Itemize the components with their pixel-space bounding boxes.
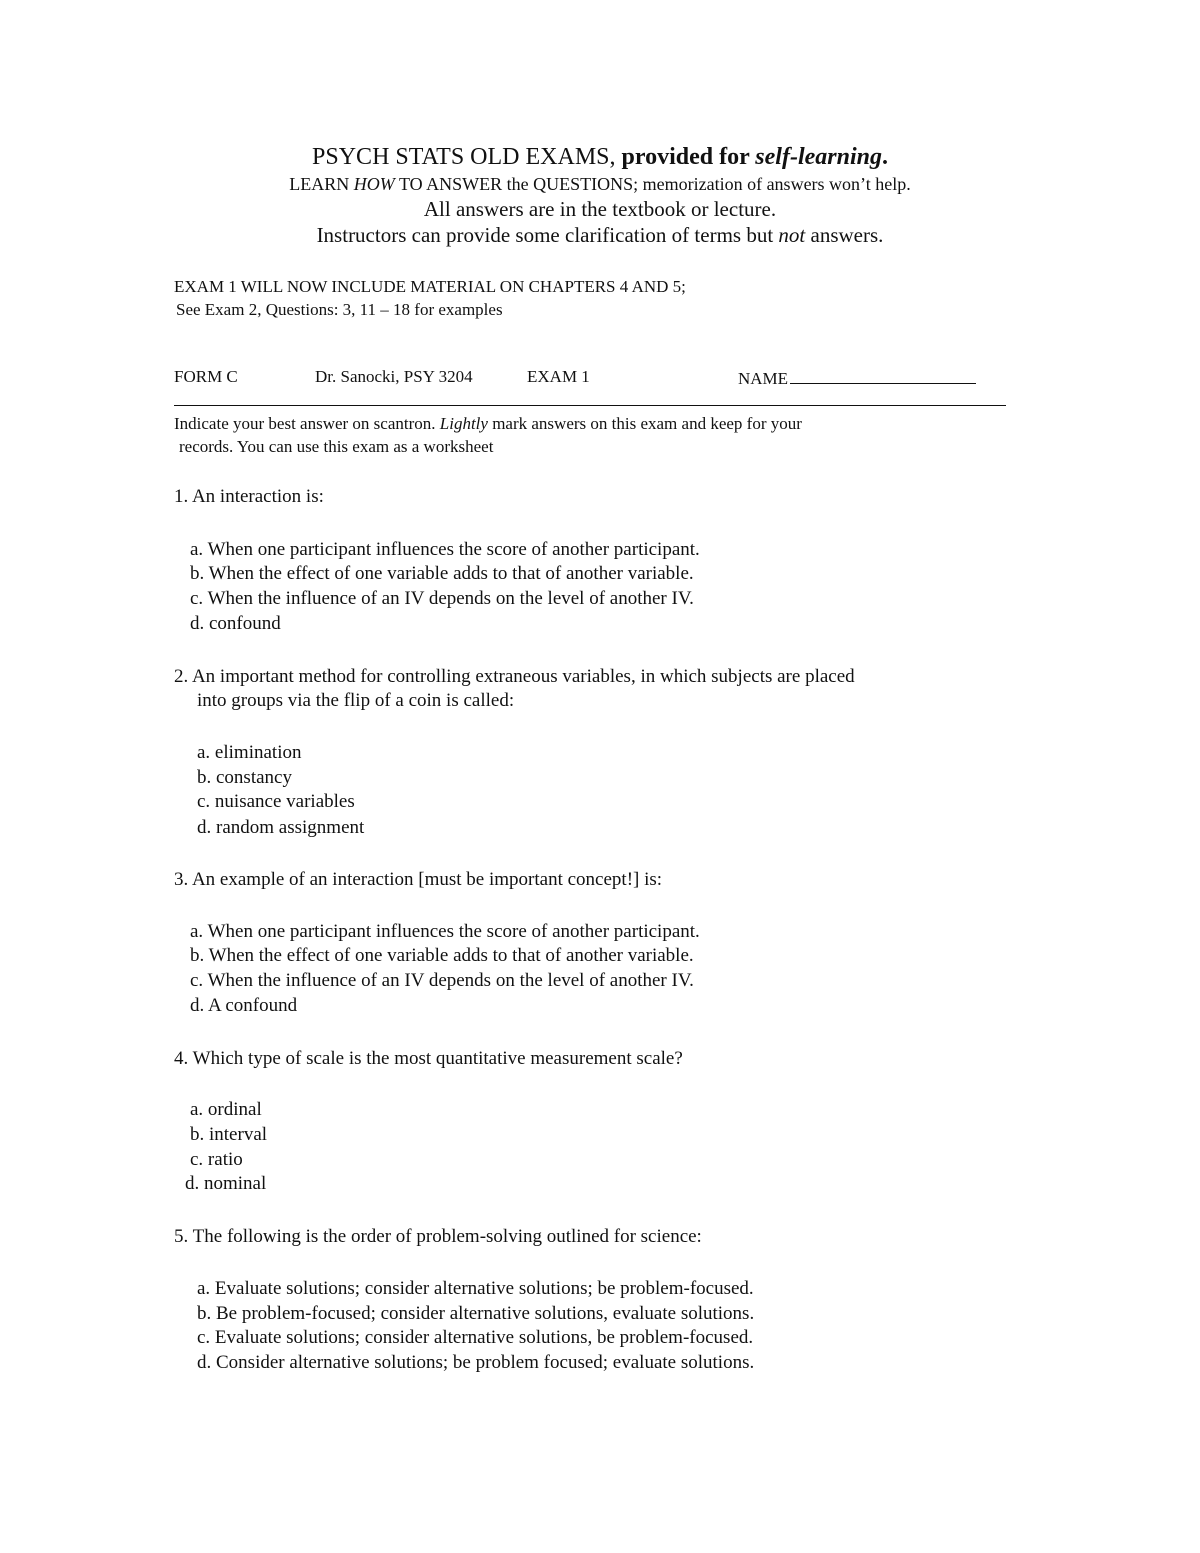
question-3-option-b: b. When the effect of one variable adds to that of another variable. [190,945,694,966]
question-1-stem: 1. An interaction is: [174,486,324,507]
question-1-option-b: b. When the effect of one variable adds to that of another variable. [190,563,694,584]
question-2-option-c: c. nuisance variables [197,791,355,812]
question-1-option-c: c. When the influence of an IV depends on the level of another IV. [190,588,694,609]
instructions-lightly: Lightly [439,414,488,433]
title-bold: provided for [621,144,756,170]
question-5-option-d: d. Consider alternative solutions; be problem focused; evaluate solutions. [197,1352,755,1373]
instructors-prefix: Instructors can provide some clarification of terms but [316,223,779,247]
learn-line [0,172,1200,196]
question-3-option-a: a. When one participant influences the score of another participant. [190,921,700,942]
instructions-line-1 [174,412,802,436]
question-2-stem: 2. An important method for controlling extraneous variables, in which subjects are placed [174,666,855,687]
instructions-prefix: Indicate your best answer on scantron. [174,414,440,433]
question-5-stem: 5. The following is the order of problem-solving outlined for science: [174,1226,702,1247]
name-blank[interactable] [790,365,976,384]
question-2-option-a: a. elimination [197,742,302,763]
instructors-suffix: answers. [805,223,884,247]
question-3-option-d: d. A confound [190,995,298,1016]
instructions-line-2: records. You can use this exam as a worksheet [179,437,494,456]
question-5-option-c: c. Evaluate solutions; consider alternative solutions, be problem-focused. [197,1327,754,1348]
title-end: . [881,144,888,170]
exam-label: EXAM 1 [527,367,590,386]
learn-how: HOW [353,174,395,194]
question-2-option-b: b. constancy [197,767,292,788]
question-3-stem: 3. An example of an interaction [must be important concept!] is: [174,869,663,890]
question-1-option-d: d. confound [190,613,281,634]
document-title [0,142,1200,172]
notice-line-1: EXAM 1 WILL NOW INCLUDE MATERIAL ON CHAPTERS 4 AND 5; [174,277,686,296]
learn-prefix: LEARN [289,174,354,194]
question-3-option-c: c. When the influence of an IV depends on the level of another IV. [190,970,694,991]
title-bold-italic: self-learning [755,144,882,170]
question-5-option-b: b. Be problem-focused; consider alternative solutions, evaluate solutions. [197,1303,755,1324]
learn-suffix: TO ANSWER the QUESTIONS; memorization of answers won’t help. [394,174,911,194]
question-4-option-c: c. ratio [190,1149,243,1170]
form-label: FORM C [174,367,238,386]
instructor-label: Dr. Sanocki, PSY 3204 [315,367,473,386]
instructors-line [0,222,1200,248]
question-4-option-b: b. interval [190,1124,268,1145]
question-4-stem: 4. Which type of scale is the most quantitative measurement scale? [174,1048,683,1069]
question-2-option-d: d. random assignment [197,817,365,838]
instructions-suffix: mark answers on this exam and keep for your [487,414,802,433]
name-field[interactable] [738,365,976,391]
question-5-option-a: a. Evaluate solutions; consider alternative solutions; be problem-focused. [197,1278,754,1299]
title-plain: PSYCH STATS OLD EXAMS, [312,144,622,170]
name-label: NAME [738,369,789,388]
notice-line-2: See Exam 2, Questions: 3, 11 – 18 for examples [176,300,503,319]
question-2-stem-cont: into groups via the flip of a coin is called: [197,690,515,711]
question-4-option-a: a. ordinal [190,1099,262,1120]
all-answers-line: All answers are in the textbook or lecture. [423,197,777,221]
instructors-not: not [778,223,806,247]
header-divider [174,405,1006,406]
question-1-option-a: a. When one participant influences the score of another participant. [190,539,700,560]
question-4-option-d: d. nominal [185,1173,267,1194]
